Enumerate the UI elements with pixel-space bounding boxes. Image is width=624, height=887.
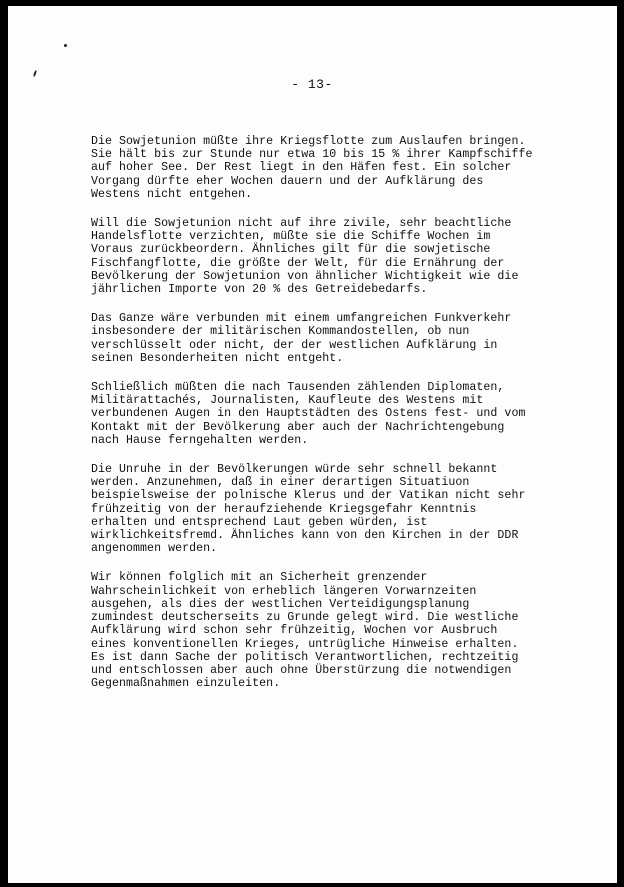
paragraph [91, 571, 541, 690]
paragraph [91, 217, 541, 296]
text-line: Wahrscheinlichkeit von erheblich längeren Vorwarnzeiten [91, 584, 477, 598]
text-line: Aufklärung wird schon sehr frühzeitig, Wochen vor Ausbruch [91, 624, 498, 638]
text-line: Militärattachés, Journalisten, Kaufleute des Westens mit [91, 394, 484, 408]
text-line: beispielsweise der polnische Klerus und der Vatikan nicht sehr [91, 489, 526, 503]
scan-border [617, 0, 624, 887]
text-line: angenommen werden. [91, 542, 218, 556]
text-line: verbundenen Augen in den Hauptstädten des Ostens fest- und vom [91, 407, 526, 421]
text-line: Die Unruhe in der Bevölkerungen würde sehr schnell bekannt [91, 463, 498, 477]
text-line: nach Hause ferngehalten werden. [91, 433, 309, 447]
text-line: Will die Sowjetunion nicht auf ihre zivile, sehr beachtliche [91, 217, 512, 231]
text-line: zumindest deutscherseits zu Grunde gelegt wird. Die westliche [91, 611, 519, 625]
text-line: Die Sowjetunion müßte ihre Kriegsflotte zum Auslaufen bringen. [91, 135, 526, 148]
paragraph [91, 463, 541, 555]
scan-speck [64, 44, 67, 47]
text-line: Das Ganze wäre verbunden mit einem umfangreichen Funkverkehr [91, 312, 512, 326]
text-line: Schließlich müßten die nach Tausenden zählenden Diplomaten, [91, 381, 505, 395]
text-line: Vorgang dürfte eher Wochen dauern und der Aufklärung des [91, 174, 484, 188]
text-line: auf hoher See. Der Rest liegt in den Häfen fest. Ein solcher [91, 161, 512, 175]
text-line: Fischfangflotte, die größte der Welt, für die Ernährung der [91, 256, 505, 270]
text-line: insbesondere der militärischen Kommandostellen, ob nun [91, 325, 470, 339]
paragraph [91, 312, 541, 365]
text-line: Es ist dann Sache der politisch Verantwortlichen, rechtzeitig [91, 650, 519, 664]
text-line: Wir können folglich mit an Sicherheit grenzender [91, 571, 428, 585]
document-body [91, 135, 541, 706]
paragraph [91, 135, 541, 201]
text-line: Sie hält bis zur Stunde nur etwa 10 bis 15 % ihrer Kampfschiffe [91, 148, 533, 162]
text-line: wirklichkeitsfremd. Ähnliches kann von den Kirchen in der DDR [91, 529, 519, 543]
text-line: frühzeitig von der heraufziehende Kriegsgefahr Kenntnis [91, 502, 477, 516]
text-line: Kontakt mit der Bevölkerung aber auch der Nachrichtengebung [91, 420, 505, 434]
paragraph [91, 381, 541, 447]
text-line: eines konventionellen Krieges, untrügliche Hinweise erhalten. [91, 637, 519, 651]
text-line: Westens nicht entgehen. [91, 187, 253, 201]
text-line: seinen Besonderheiten nicht entgeht. [91, 351, 344, 365]
text-line: Gegenmaßnahmen einzuleiten. [91, 677, 281, 691]
text-line: Voraus zurückbeordern. Ähnliches gilt für die sowjetische [91, 243, 491, 257]
text-line: werden. Anzunehmen, daß in einer derartigen Situatiuon [91, 476, 470, 490]
text-line: erhalten und entsprechend Laut geben würden, ist [91, 515, 428, 529]
page-number: - 13- [291, 77, 333, 92]
text-line: Bevölkerung der Sowjetunion von ähnlicher Wichtigkeit wie die [91, 269, 519, 283]
text-line: ausgehen, als dies der westlichen Verteidigungsplanung [91, 597, 470, 611]
text-line: verschlüsselt oder nicht, der der westlichen Aufklärung in [91, 338, 498, 352]
text-line: Handelsflotte verzichten, müßte sie die Schiffe Wochen im [91, 230, 491, 244]
text-line: und entschlossen aber auch ohne Überstürzung die notwendigen [91, 663, 512, 677]
text-line: jährlichen Importe von 20 % des Getreidebedarfs. [91, 283, 428, 297]
